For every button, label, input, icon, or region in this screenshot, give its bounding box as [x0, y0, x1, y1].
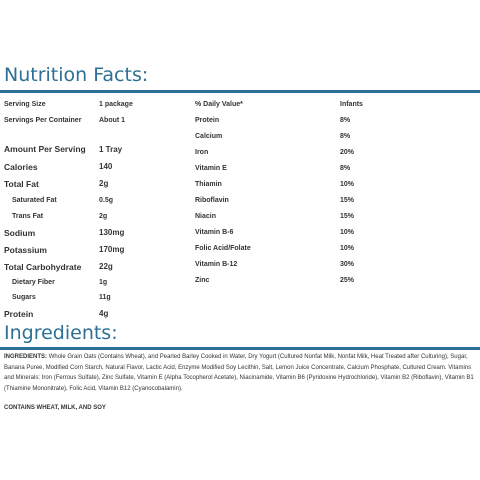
row-label: Potassium [4, 244, 47, 255]
row-protein [4, 305, 194, 322]
dv-row-folic-acid [195, 240, 395, 256]
dv-value: 30% [340, 260, 355, 268]
dv-header-label: % Daily Value* [195, 100, 243, 108]
row-value: 2g [99, 212, 108, 220]
row-serving-size [4, 96, 194, 112]
dv-value: 20% [340, 148, 355, 156]
dv-label: Protein [195, 116, 220, 124]
dv-header-value: Infants [340, 100, 363, 108]
row-label: Dietary Fiber [12, 279, 55, 286]
row-value: 1g [99, 279, 108, 286]
row-label: Protein [4, 308, 34, 319]
row-value: 140 [99, 162, 113, 171]
dv-row-riboflavin [195, 192, 395, 208]
row-value: 170mg [99, 245, 125, 254]
dv-value: 25% [340, 276, 355, 284]
row-label: Saturated Fat [12, 196, 57, 204]
dv-value: 15% [340, 212, 355, 220]
row-label: Amount Per Serving [4, 144, 86, 154]
dv-value: 10% [340, 228, 355, 236]
row-value: 0.5g [99, 196, 114, 204]
nutrition-left-column [4, 96, 194, 322]
row-sugars [4, 290, 194, 305]
dv-label: Calcium [195, 132, 223, 140]
row-label: Sugars [12, 294, 36, 301]
dv-label: Vitamin E [195, 164, 227, 172]
row-calories [4, 158, 194, 175]
row-value: 130mg [99, 228, 125, 237]
row-trans-fat [4, 208, 194, 224]
dv-row-zinc [195, 272, 395, 288]
row-label: Total Carbohydrate [4, 261, 82, 272]
dv-row-vitamin-b12 [195, 256, 395, 272]
nutrition-divider [0, 90, 480, 93]
dv-row-iron [195, 144, 395, 160]
row-servings-per-container [4, 112, 194, 128]
row-label: Servings Per Container [4, 116, 82, 124]
ingredients-divider [0, 347, 480, 350]
row-value: 1 package [99, 100, 133, 108]
dv-label: Niacin [195, 212, 217, 220]
dv-value: 10% [340, 180, 355, 188]
dv-label: Riboflavin [195, 196, 229, 204]
dv-value: 10% [340, 244, 355, 252]
row-potassium [4, 241, 194, 258]
dv-row-calcium [195, 128, 395, 144]
dv-label: Folic Acid/Folate [195, 244, 251, 252]
nutrition-facts-title: Nutrition Facts: [4, 64, 149, 86]
dv-label: Iron [195, 148, 209, 156]
row-value: 11g [99, 294, 111, 301]
dv-row-niacin [195, 208, 395, 224]
dv-row-vitamin-e [195, 160, 395, 176]
row-value: 1 Tray [99, 144, 123, 154]
row-total-carbohydrate [4, 258, 194, 275]
dv-label: Vitamin B-12 [195, 260, 238, 268]
dv-row-thiamin [195, 176, 395, 192]
row-value: 4g [99, 309, 109, 318]
dv-value: 15% [340, 196, 355, 204]
row-label: Total Fat [4, 178, 39, 189]
daily-value-column [195, 96, 395, 288]
row-value: 22g [99, 262, 113, 271]
row-label: Serving Size [4, 100, 46, 108]
row-total-fat [4, 175, 194, 192]
dv-row-protein [195, 112, 395, 128]
dv-label: Zinc [195, 276, 210, 284]
row-value: 2g [99, 179, 109, 188]
row-value: About 1 [99, 116, 126, 124]
row-amount-per-serving [4, 140, 194, 158]
row-label: Sodium [4, 227, 36, 238]
ingredients-list: Whole Grain Oats (Contains Wheat), and Pearled Barley Cooked in Water, Dry Yogurt (Cultured Nonfat Milk, Nonfat Milk, Heat Treated after Culturing), Sugar, Banana Puree, Modified Corn Starch, Natural Flavor, Lactic Acid, Enzyme Modified Soy Lecithin, Salt, Lemon Juice Concentrate, Calcium Phosphate, Cultured Cream. Vitamins and Minerals: Iron (Ferrous Sulfate), Zinc Sulfate, Vitamin E (Alpha Tocopherol Acetate), Niacinamide, Vitamin B6 (Pyridoxine Hydrochloride), Vitamin B2 (Riboflavin), Vitamin B1 (Thiamine Mononitrate), Folic Acid, Vitamin B12 (Cyanocobalamin). [4, 354, 474, 392]
dv-value: 8% [340, 164, 351, 172]
ingredients-text [4, 352, 478, 394]
dv-header-row [195, 96, 395, 112]
row-sodium [4, 224, 194, 241]
row-label: Calories [4, 161, 38, 172]
allergen-statement: CONTAINS WHEAT, MILK, AND SOY [4, 405, 106, 411]
dv-value: 8% [340, 132, 351, 140]
row-label: Trans Fat [12, 212, 44, 220]
row-dietary-fiber [4, 275, 194, 290]
dv-label: Vitamin B-6 [195, 228, 234, 236]
dv-value: 8% [340, 116, 351, 124]
dv-row-vitamin-b6 [195, 224, 395, 240]
ingredients-title: Ingredients: [4, 322, 118, 344]
dv-label: Thiamin [195, 180, 222, 188]
row-saturated-fat [4, 192, 194, 208]
ingredients-lead: INGREDIENTS: [4, 354, 48, 360]
